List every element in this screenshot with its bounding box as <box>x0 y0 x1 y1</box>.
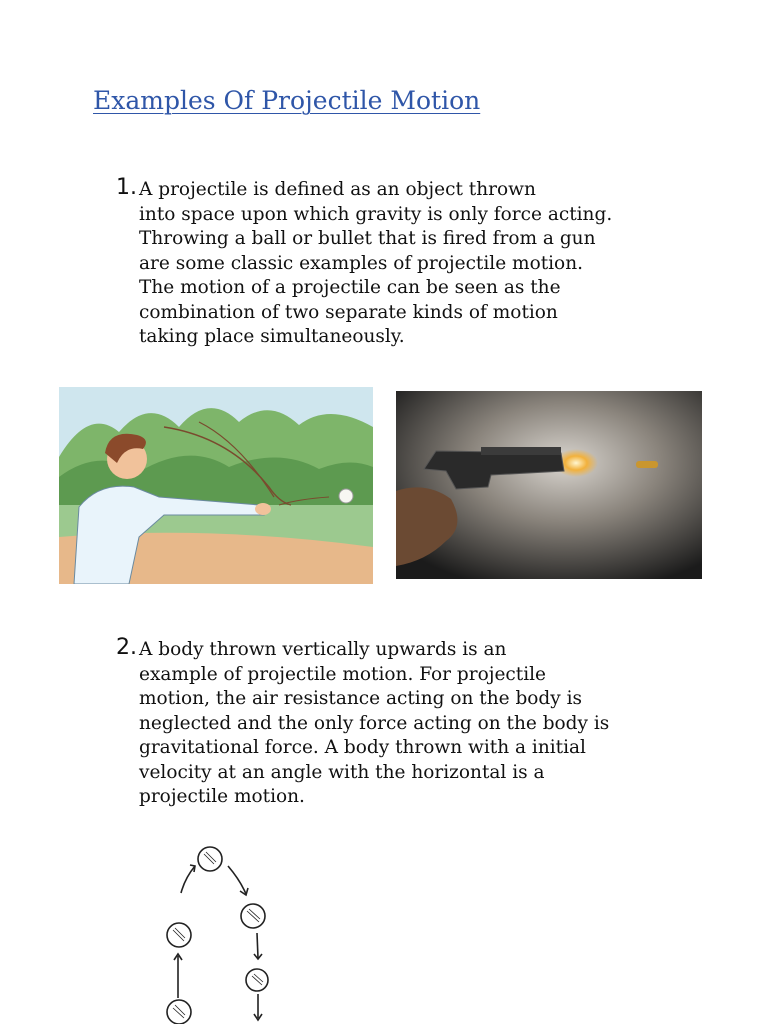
list-number-1: 1. <box>116 175 137 200</box>
page-title: Examples Of Projectile Motion <box>93 86 481 115</box>
boy-throwing-ball-illustration <box>59 387 373 584</box>
vertical-throw-sketch <box>150 838 320 1024</box>
list-number-2: 2. <box>116 635 137 660</box>
revolver-firing-bullet-photo <box>396 391 702 579</box>
paragraph-1: A projectile is defined as an object thrown into space upon which gravity is only force acting. Throwing a ball or bullet that is fired from a gun are some classic examples of projectile motion. The motion of a projectile can be seen as the combination of two separate kinds of motion taking place simultaneously. <box>139 179 613 347</box>
paragraph-2: A body thrown vertically upwards is an example of projectile motion. For projectile motion, the air resistance acting on the body is neglected and the only force acting on the body is gravitational force. A body thrown with a initial velocity at an angle with the horizontal is a projectile motion. <box>139 639 610 807</box>
